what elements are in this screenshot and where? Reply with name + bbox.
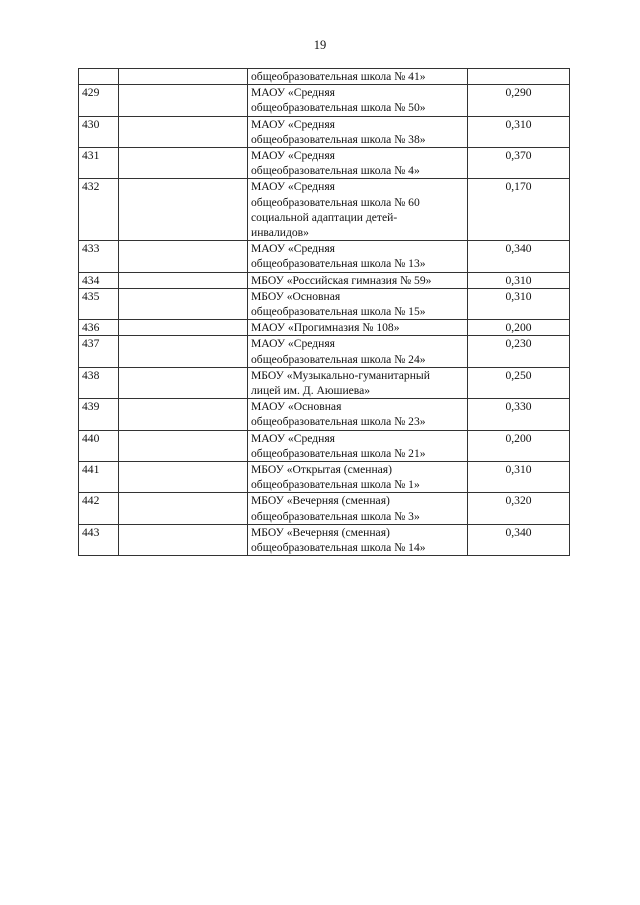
institution-name-line: МАОУ «Средняя	[251, 117, 336, 131]
coefficient-value: 0,200	[468, 320, 570, 336]
institution-name	[248, 462, 468, 493]
table-row	[79, 288, 570, 319]
row-number: 443	[79, 524, 119, 555]
empty-cell	[119, 320, 248, 336]
institution-name-line: МБОУ «Вечерняя (сменная)	[251, 494, 390, 508]
institution-name-line: МБОУ «Музыкально-гуманитарный	[251, 368, 430, 382]
coefficient-value: 0,230	[468, 336, 570, 367]
institution-name	[248, 116, 468, 147]
row-number: 430	[79, 116, 119, 147]
row-number: 435	[79, 288, 119, 319]
empty-cell	[119, 179, 248, 241]
table-row	[79, 69, 570, 85]
institution-name-line: общеобразовательная школа № 3»	[251, 509, 420, 523]
institution-name-line: общеобразовательная школа № 24»	[251, 352, 426, 366]
institution-name-line: МАОУ «Средняя	[251, 149, 336, 163]
institution-name	[248, 85, 468, 116]
institution-name	[248, 288, 468, 319]
institution-name	[248, 148, 468, 179]
institution-name-line: МАОУ «Средняя	[251, 242, 336, 256]
table-row	[79, 85, 570, 116]
coefficient-value: 0,330	[468, 399, 570, 430]
institution-name-line: МАОУ «Средняя	[251, 337, 336, 351]
empty-cell	[119, 85, 248, 116]
table-row	[79, 462, 570, 493]
institution-name-line: МБОУ «Вечерняя (сменная)	[251, 525, 390, 539]
table-row	[79, 524, 570, 555]
empty-cell	[119, 462, 248, 493]
empty-cell	[119, 241, 248, 272]
row-number: 441	[79, 462, 119, 493]
institution-name-line: лицей им. Д. Аюшиева»	[251, 384, 371, 398]
empty-cell	[119, 272, 248, 288]
table-row	[79, 320, 570, 336]
institution-name	[248, 524, 468, 555]
coefficient-value: 0,200	[468, 430, 570, 461]
row-number	[79, 69, 119, 85]
institution-name	[248, 241, 468, 272]
institution-name-line: общеобразовательная школа № 50»	[251, 101, 426, 115]
table-row	[79, 493, 570, 524]
empty-cell	[119, 524, 248, 555]
row-number: 433	[79, 241, 119, 272]
institution-name-line: МАОУ «Средняя	[251, 86, 336, 100]
table-row	[79, 179, 570, 241]
schools-table	[78, 68, 570, 556]
institution-name-line: общеобразовательная школа № 38»	[251, 132, 426, 146]
coefficient-value: 0,340	[468, 241, 570, 272]
institution-name-line: общеобразовательная школа № 15»	[251, 305, 426, 319]
page-number: 19	[313, 38, 327, 52]
row-number: 432	[79, 179, 119, 241]
institution-name-line: МАОУ «Средняя	[251, 431, 336, 445]
institution-name-line: МБОУ «Российская гимназия № 59»	[251, 273, 432, 287]
coefficient-value: 0,310	[468, 272, 570, 288]
institution-name-line: МБОУ «Основная	[251, 289, 341, 303]
row-number: 439	[79, 399, 119, 430]
empty-cell	[119, 336, 248, 367]
coefficient-value: 0,170	[468, 179, 570, 241]
institution-name-line: общеобразовательная школа № 1»	[251, 478, 420, 492]
institution-name-line: общеобразовательная школа № 4»	[251, 164, 420, 178]
empty-cell	[119, 399, 248, 430]
coefficient-value: 0,250	[468, 367, 570, 398]
institution-name-line: общеобразовательная школа № 14»	[251, 541, 426, 555]
row-number: 436	[79, 320, 119, 336]
row-number: 431	[79, 148, 119, 179]
row-number: 440	[79, 430, 119, 461]
row-number: 438	[79, 367, 119, 398]
table-row	[79, 116, 570, 147]
institution-name-line: МАОУ «Средняя	[251, 180, 336, 194]
institution-name-line: МАОУ «Прогимназия № 108»	[251, 321, 400, 335]
institution-name	[248, 493, 468, 524]
table-row	[79, 336, 570, 367]
table-row	[79, 241, 570, 272]
institution-name-line: инвалидов»	[251, 226, 309, 240]
institution-name-line: МБОУ «Открытая (сменная)	[251, 463, 392, 477]
coefficient-value: 0,310	[468, 462, 570, 493]
coefficient-value: 0,290	[468, 85, 570, 116]
institution-name	[248, 272, 468, 288]
coefficient-value: 0,310	[468, 116, 570, 147]
row-number: 437	[79, 336, 119, 367]
coefficient-value: 0,310	[468, 288, 570, 319]
empty-cell	[119, 69, 248, 85]
coefficient-value: 0,320	[468, 493, 570, 524]
empty-cell	[119, 116, 248, 147]
institution-name	[248, 430, 468, 461]
institution-name-line: общеобразовательная школа № 60	[251, 195, 420, 209]
row-number: 429	[79, 85, 119, 116]
empty-cell	[119, 367, 248, 398]
institution-name	[248, 69, 468, 85]
coefficient-value	[468, 69, 570, 85]
institution-name	[248, 336, 468, 367]
table-row	[79, 272, 570, 288]
coefficient-value: 0,370	[468, 148, 570, 179]
institution-name-line: общеобразовательная школа № 23»	[251, 415, 426, 429]
empty-cell	[119, 288, 248, 319]
table-row	[79, 430, 570, 461]
coefficient-value: 0,340	[468, 524, 570, 555]
row-number: 442	[79, 493, 119, 524]
empty-cell	[119, 430, 248, 461]
institution-name-line: общеобразовательная школа № 41»	[251, 70, 426, 83]
institution-name-line: социальной адаптации детей-	[251, 210, 398, 224]
institution-name-line: общеобразовательная школа № 21»	[251, 446, 426, 460]
table-row	[79, 367, 570, 398]
row-number: 434	[79, 272, 119, 288]
institution-name	[248, 399, 468, 430]
empty-cell	[119, 493, 248, 524]
empty-cell	[119, 148, 248, 179]
institution-name-line: МАОУ «Основная	[251, 400, 342, 414]
table-row	[79, 148, 570, 179]
institution-name	[248, 320, 468, 336]
table-row	[79, 399, 570, 430]
institution-name	[248, 367, 468, 398]
table-body	[79, 69, 570, 556]
institution-name-line: общеобразовательная школа № 13»	[251, 257, 426, 271]
institution-name	[248, 179, 468, 241]
